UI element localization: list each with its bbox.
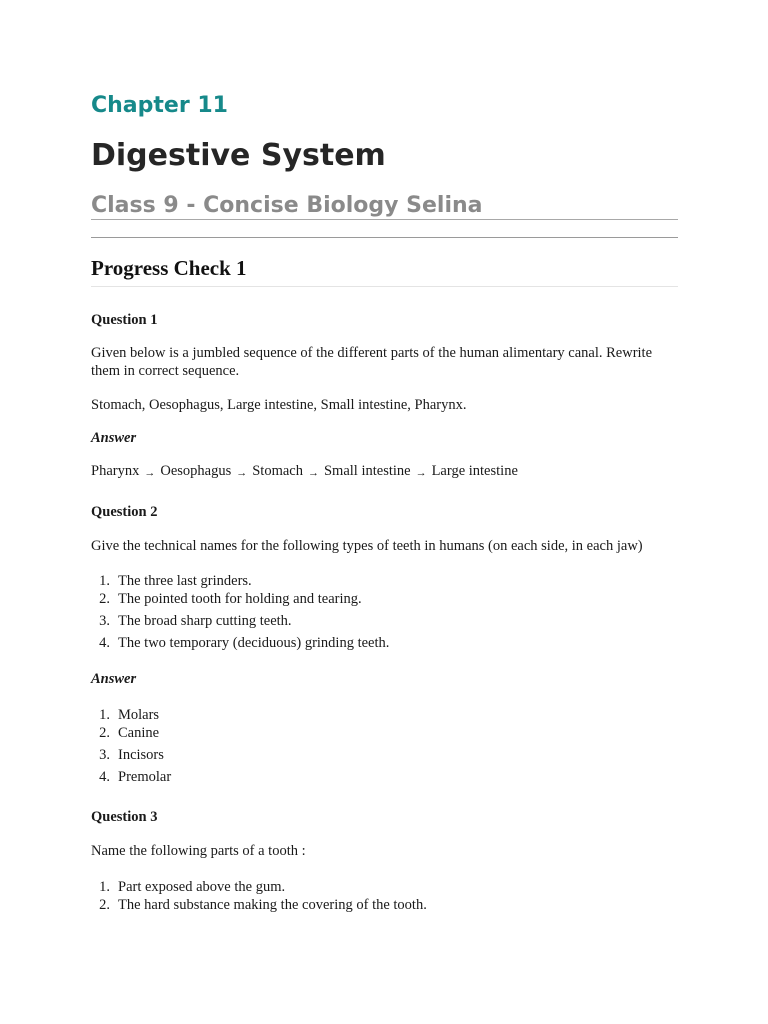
list-item: 1. Molars: [99, 707, 160, 723]
list-item: 2. Canine: [99, 725, 160, 741]
arrow-icon: →: [144, 467, 156, 479]
header-divider: [91, 237, 678, 238]
list-item: 1. The three last grinders.: [99, 573, 252, 589]
sequence-step: Stomach: [252, 463, 303, 479]
arrow-icon: →: [415, 467, 427, 479]
question-2-answer-label: Answer: [91, 671, 137, 687]
list-item: 2. The hard substance making the covering of the tooth.: [99, 897, 427, 913]
question-2-title: Question 2: [91, 504, 158, 520]
arrow-icon: →: [307, 467, 319, 479]
subtitle-underline: [91, 219, 678, 220]
sequence-step: Large intestine: [431, 463, 518, 479]
section-heading: Progress Check 1: [91, 256, 247, 280]
sequence-step: Oesophagus: [160, 463, 232, 479]
list-item: 1. Part exposed above the gum.: [99, 879, 286, 895]
chapter-title: Digestive System: [91, 138, 386, 173]
list-item: 4. The two temporary (deciduous) grinding teeth.: [99, 635, 390, 651]
list-item: 3. Incisors: [99, 747, 164, 763]
list-item: 2. The pointed tooth for holding and tearing.: [99, 591, 362, 607]
list-item: 3. The broad sharp cutting teeth.: [99, 613, 292, 629]
question-1-answer-label: Answer: [91, 430, 137, 446]
question-1-title: Question 1: [91, 312, 158, 328]
arrow-icon: →: [236, 467, 248, 479]
question-1-jumbled-list: Stomach, Oesophagus, Large intestine, Small intestine, Pharynx.: [91, 397, 467, 413]
question-1-text: Given below is a jumbled sequence of the different parts of the human alimentary canal. Rewrite them in correct sequence.: [91, 345, 653, 379]
question-3-title: Question 3: [91, 809, 158, 825]
book-subtitle: Class 9 - Concise Biology Selina: [91, 193, 483, 218]
question-1-answer-sequence: [91, 462, 518, 481]
chapter-label: Chapter 11: [91, 93, 228, 118]
list-item: 4. Premolar: [99, 769, 172, 785]
sequence-step: Pharynx: [91, 463, 140, 479]
sequence-step: Small intestine: [323, 463, 411, 479]
question-3-text: Name the following parts of a tooth :: [91, 843, 306, 859]
question-2-text: Give the technical names for the following types of teeth in humans (on each side, in each jaw): [91, 538, 643, 554]
section-divider: [91, 286, 678, 287]
